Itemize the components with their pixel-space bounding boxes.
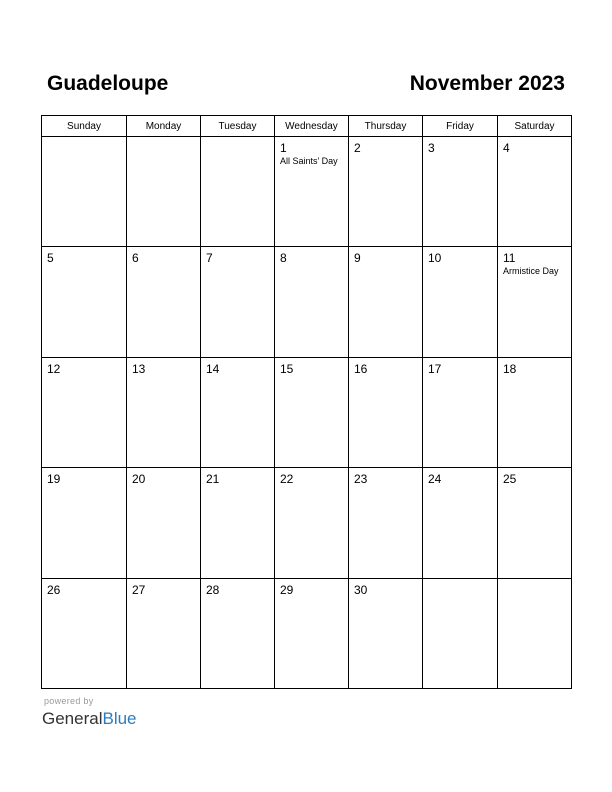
- day-number: 19: [47, 472, 61, 487]
- day-cell: [498, 247, 572, 357]
- day-number: 13: [132, 361, 146, 376]
- day-cell: [349, 137, 423, 247]
- day-cell: [42, 357, 127, 467]
- day-cell: [498, 578, 572, 688]
- day-cell: [127, 357, 201, 467]
- day-number: 4: [503, 141, 510, 155]
- day-number: 1: [280, 141, 287, 155]
- day-cell: [201, 247, 275, 357]
- day-cell: [127, 468, 201, 578]
- day-cell: [423, 357, 498, 467]
- weekday-wednesday: Wednesday: [275, 116, 349, 137]
- day-number: 10: [428, 251, 442, 266]
- footer: [42, 696, 137, 729]
- day-cell: [498, 357, 572, 467]
- day-cell: [423, 468, 498, 578]
- calendar-body: [42, 137, 572, 689]
- day-cell: [275, 247, 349, 357]
- day-number: 7: [206, 251, 213, 266]
- logo-general-text: General: [42, 709, 103, 728]
- day-cell: [349, 468, 423, 578]
- day-cell: [201, 468, 275, 578]
- month-title: November 2023: [409, 72, 565, 95]
- weekday-saturday: Saturday: [498, 116, 572, 137]
- day-cell: [423, 137, 498, 247]
- week-row: [42, 357, 572, 467]
- day-number: 5: [47, 251, 54, 266]
- day-cell: [42, 578, 127, 688]
- day-cell: [127, 578, 201, 688]
- day-number: 16: [354, 361, 368, 376]
- day-cell: [42, 247, 127, 357]
- generalblue-logo: [42, 709, 137, 729]
- week-row: [42, 137, 572, 247]
- day-number: 26: [47, 582, 61, 597]
- day-number: 9: [354, 251, 361, 266]
- day-number: 6: [132, 251, 139, 266]
- day-number: 8: [280, 251, 287, 266]
- holiday-label: Armistice Day: [503, 266, 559, 277]
- day-number: 27: [132, 582, 146, 597]
- day-cell: [349, 357, 423, 467]
- day-number: 17: [428, 361, 442, 376]
- day-cell: [349, 247, 423, 357]
- day-cell: [275, 137, 349, 247]
- day-number: 22: [280, 472, 294, 487]
- day-cell: [275, 578, 349, 688]
- logo-blue-text: Blue: [102, 709, 137, 728]
- calendar-grid: [41, 115, 572, 689]
- day-number: 15: [280, 361, 294, 376]
- holiday-label: All Saints’ Day: [280, 156, 338, 166]
- week-row: [42, 578, 572, 688]
- day-number: 28: [206, 582, 220, 597]
- day-number: 30: [354, 582, 368, 597]
- day-number: 29: [280, 582, 294, 597]
- weekday-sunday: Sunday: [42, 116, 127, 137]
- day-cell: [127, 137, 201, 247]
- region-title: Guadeloupe: [47, 72, 169, 95]
- day-cell: [498, 468, 572, 578]
- day-cell: [275, 357, 349, 467]
- day-cell: [201, 578, 275, 688]
- weekday-monday: Monday: [127, 116, 201, 137]
- weekday-thursday: Thursday: [349, 116, 423, 137]
- day-cell: [349, 578, 423, 688]
- day-number: 18: [503, 361, 517, 376]
- day-number: 20: [132, 472, 146, 487]
- day-cell: [42, 137, 127, 247]
- day-number: 12: [47, 361, 61, 376]
- day-number: 2: [354, 141, 361, 155]
- day-cell: [423, 578, 498, 688]
- day-cell: [498, 137, 572, 247]
- powered-by-text: powered by: [44, 696, 94, 706]
- day-cell: [201, 357, 275, 467]
- day-number: 3: [428, 141, 435, 155]
- day-cell: [201, 137, 275, 247]
- day-cell: [42, 468, 127, 578]
- weekday-header-row: [42, 116, 572, 137]
- day-number: 14: [206, 361, 220, 376]
- day-number: 23: [354, 472, 368, 487]
- week-row: [42, 247, 572, 357]
- day-cell: [275, 468, 349, 578]
- weekday-tuesday: Tuesday: [201, 116, 275, 137]
- day-number: 24: [428, 472, 442, 487]
- weekday-friday: Friday: [423, 116, 498, 137]
- day-cell: [423, 247, 498, 357]
- day-cell: [127, 247, 201, 357]
- day-number: 21: [206, 472, 220, 487]
- week-row: [42, 468, 572, 578]
- day-number: 11: [503, 251, 516, 266]
- day-number: 25: [503, 472, 517, 487]
